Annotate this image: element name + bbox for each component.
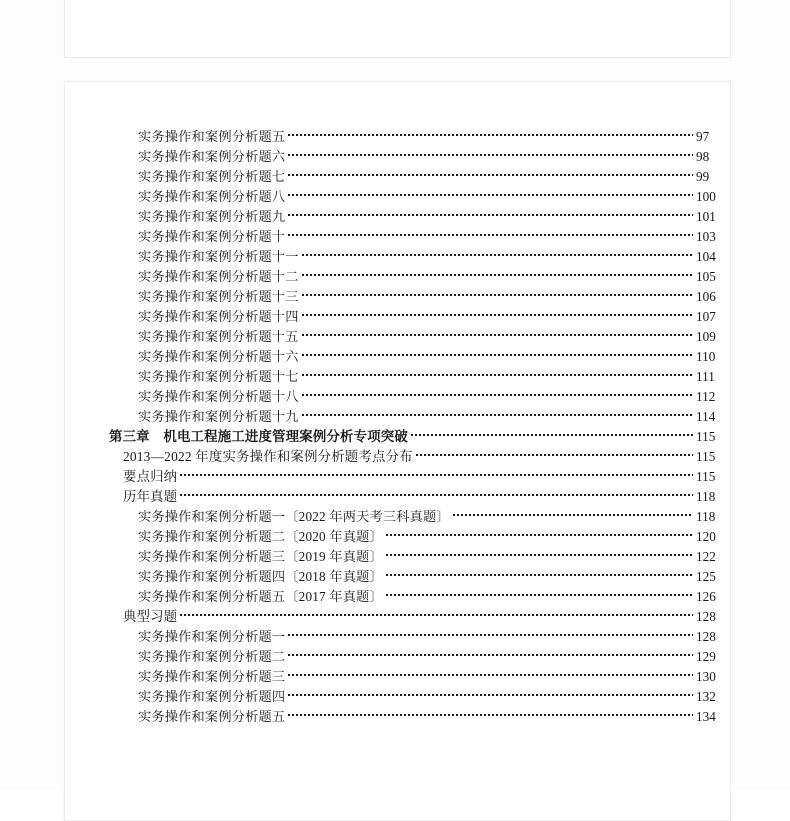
toc-page-number: 103: [696, 229, 716, 244]
toc-entry-label: 实务操作和案例分析题一〔2022 年两天考三科真题〕: [138, 509, 450, 524]
toc-leader-dots: [386, 528, 693, 541]
toc-page-number: 104: [696, 249, 716, 264]
toc-row[interactable]: [65, 367, 730, 387]
toc-entry-label: 实务操作和案例分析题十五: [138, 329, 299, 344]
toc-row[interactable]: [65, 467, 730, 487]
toc-row[interactable]: [65, 507, 730, 527]
toc-page-number: 115: [696, 429, 716, 444]
toc-entry-label: 历年真题: [123, 489, 178, 504]
toc-page-number: 101: [696, 209, 716, 224]
toc-page-number: 97: [696, 129, 710, 144]
toc-page-number: 100: [696, 189, 716, 204]
toc-entry-label: 实务操作和案例分析题十六: [138, 349, 299, 364]
toc-page-number: 132: [696, 689, 716, 704]
toc-page-number: 110: [696, 349, 716, 364]
toc-entry-label: 典型习题: [123, 609, 178, 624]
toc-page-number: 128: [696, 629, 716, 644]
toc-leader-dots: [288, 668, 693, 681]
toc-leader-dots: [288, 228, 693, 241]
toc-page-number: 129: [696, 649, 716, 664]
toc-entry-label: 实务操作和案例分析题九: [138, 209, 286, 224]
toc-page-number: 105: [696, 269, 716, 284]
toc-entry-label: 实务操作和案例分析题十二: [138, 269, 299, 284]
toc-leader-dots: [416, 448, 693, 461]
toc-page-number: 99: [696, 169, 710, 184]
toc-row[interactable]: [65, 567, 730, 587]
toc-entry-label: 实务操作和案例分析题十七: [138, 369, 299, 384]
toc-row[interactable]: [65, 707, 730, 727]
toc-entry-label: 实务操作和案例分析题四: [138, 689, 286, 704]
toc-page-number: 98: [696, 149, 710, 164]
toc-entry-label: 实务操作和案例分析题二〔2020 年真题〕: [138, 529, 383, 544]
toc-entry-label: 实务操作和案例分析题四〔2018 年真题〕: [138, 569, 383, 584]
toc-leader-dots: [302, 388, 693, 401]
toc-row[interactable]: [65, 147, 730, 167]
toc-row[interactable]: [65, 547, 730, 567]
toc-entry-label: 要点归纳: [123, 469, 178, 484]
toc-entry-label: 2013—2022 年度实务操作和案例分析题考点分布: [123, 449, 413, 464]
toc-entry-label: 实务操作和案例分析题二: [138, 649, 286, 664]
toc-leader-dots: [288, 188, 693, 201]
toc-row[interactable]: [65, 407, 730, 427]
toc-row[interactable]: [65, 307, 730, 327]
toc-page-number: 111: [696, 369, 715, 384]
toc-leader-dots: [288, 628, 693, 641]
toc-row[interactable]: [65, 687, 730, 707]
toc-entry-label: 实务操作和案例分析题十九: [138, 409, 299, 424]
toc-row[interactable]: [65, 207, 730, 227]
toc-row[interactable]: [65, 587, 730, 607]
toc-page-number: 106: [696, 289, 716, 304]
toc-entry-label: 实务操作和案例分析题十八: [138, 389, 299, 404]
toc-row[interactable]: [65, 527, 730, 547]
toc-entry-label: 第三章 机电工程施工进度管理案例分析专项突破: [109, 429, 408, 444]
toc-entry-label: 实务操作和案例分析题三: [138, 669, 286, 684]
toc-leader-dots: [411, 428, 693, 441]
toc-leader-dots: [302, 288, 693, 301]
toc-row[interactable]: [65, 667, 730, 687]
toc-row[interactable]: [65, 647, 730, 667]
toc-entry-label: 实务操作和案例分析题三〔2019 年真题〕: [138, 549, 383, 564]
toc-leader-dots: [302, 308, 693, 321]
toc-page-number: 118: [696, 509, 716, 524]
toc-leader-dots: [302, 368, 693, 381]
toc-row[interactable]: [65, 187, 730, 207]
toc-leader-dots: [288, 208, 693, 221]
toc-leader-dots: [180, 608, 693, 621]
toc-leader-dots: [180, 488, 693, 501]
toc-row[interactable]: [65, 427, 730, 447]
toc-row[interactable]: [65, 167, 730, 187]
toc-leader-dots: [386, 588, 693, 601]
toc-row[interactable]: [65, 247, 730, 267]
toc-entry-label: 实务操作和案例分析题七: [138, 169, 286, 184]
toc-entry-label: 实务操作和案例分析题十三: [138, 289, 299, 304]
toc-page-number: 120: [696, 529, 716, 544]
toc-row[interactable]: [65, 127, 730, 147]
toc-leader-dots: [386, 548, 693, 561]
toc-leader-dots: [288, 708, 693, 721]
toc-row[interactable]: [65, 267, 730, 287]
toc-leader-dots: [288, 688, 693, 701]
toc-row[interactable]: [65, 627, 730, 647]
toc-page-number: 130: [696, 669, 716, 684]
toc-page-number: 115: [696, 469, 716, 484]
toc-entry-label: 实务操作和案例分析题八: [138, 189, 286, 204]
toc-page-number: 107: [696, 309, 716, 324]
toc-entry-label: 实务操作和案例分析题十四: [138, 309, 299, 324]
toc-entry-label: 实务操作和案例分析题十: [138, 229, 286, 244]
toc-page-number: 125: [696, 569, 716, 584]
toc-page-number: 134: [696, 709, 716, 724]
toc-leader-dots: [302, 408, 693, 421]
toc-row[interactable]: [65, 447, 730, 467]
toc-row[interactable]: [65, 287, 730, 307]
toc-page-number: 115: [696, 449, 716, 464]
toc-leader-dots: [302, 328, 693, 341]
toc-row[interactable]: [65, 327, 730, 347]
toc-leader-dots: [288, 128, 693, 141]
toc-leader-dots: [288, 168, 693, 181]
toc-page-number: 122: [696, 549, 716, 564]
toc-entry-label: 实务操作和案例分析题六: [138, 149, 286, 164]
toc-page-number: 109: [696, 329, 716, 344]
toc-leader-dots: [386, 568, 693, 581]
toc-entry-label: 实务操作和案例分析题五: [138, 709, 286, 724]
toc-leader-dots: [302, 248, 693, 261]
toc-leader-dots: [453, 508, 693, 521]
toc-row[interactable]: [65, 487, 730, 507]
toc-page-number: 126: [696, 589, 716, 604]
table-of-contents-list: [65, 127, 730, 727]
toc-entry-label: 实务操作和案例分析题五: [138, 129, 286, 144]
toc-leader-dots: [302, 268, 693, 281]
toc-page-number: 114: [696, 409, 716, 424]
toc-leader-dots: [302, 348, 693, 361]
toc-page-number: 118: [696, 489, 716, 504]
toc-row[interactable]: [65, 227, 730, 247]
toc-row[interactable]: [65, 387, 730, 407]
toc-entry-label: 实务操作和案例分析题一: [138, 629, 286, 644]
toc-entry-label: 实务操作和案例分析题十一: [138, 249, 299, 264]
toc-leader-dots: [180, 468, 693, 481]
toc-page-number: 128: [696, 609, 716, 624]
toc-leader-dots: [288, 148, 693, 161]
toc-row[interactable]: [65, 607, 730, 627]
toc-row[interactable]: [65, 347, 730, 367]
toc-leader-dots: [288, 648, 693, 661]
toc-page-number: 112: [696, 389, 716, 404]
previous-page-panel: [64, 0, 731, 58]
toc-page-panel: [64, 81, 731, 821]
toc-entry-label: 实务操作和案例分析题五〔2017 年真题〕: [138, 589, 383, 604]
